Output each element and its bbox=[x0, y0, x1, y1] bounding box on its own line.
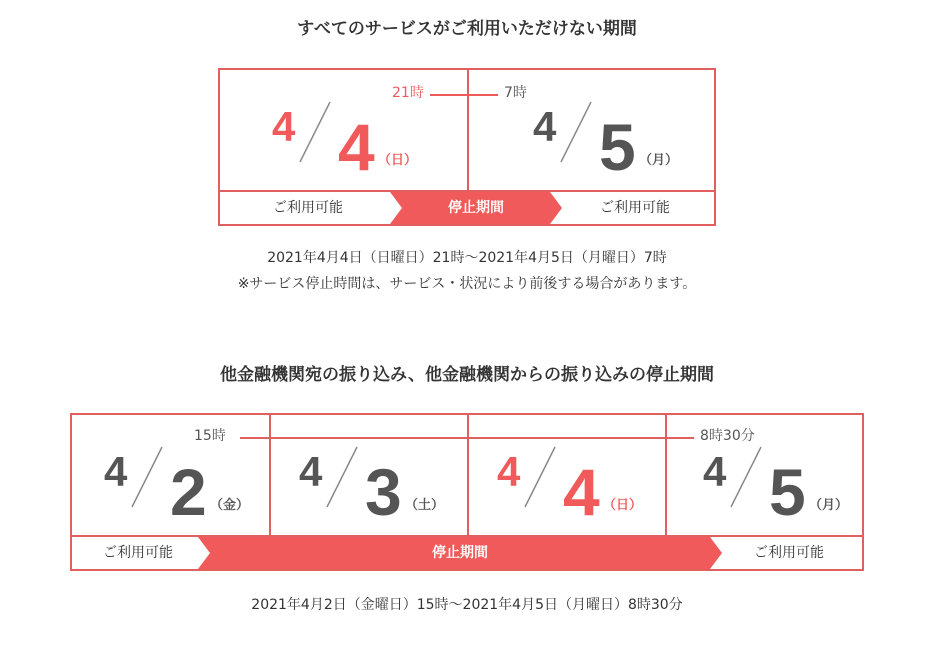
date-slash bbox=[325, 445, 359, 509]
section2-date-cell-3 bbox=[469, 415, 665, 537]
available-left-label: ご利用可能 bbox=[273, 200, 343, 216]
date-weekday: （日） bbox=[378, 153, 418, 168]
section2-period-text: 2021年4月2日（金曜日）15時～2021年4月5日（月曜日）8時30分 bbox=[251, 597, 683, 613]
date-slash bbox=[729, 445, 763, 509]
section2-date-cell-1 bbox=[72, 415, 269, 537]
section2-date-cell-4 bbox=[667, 415, 862, 537]
section1-note: ※サービス停止時間は、サービス・状況により前後する場合があります。 bbox=[237, 276, 697, 292]
date-month: 4 bbox=[272, 103, 296, 150]
date-weekday: （金） bbox=[210, 498, 250, 513]
date-slash bbox=[298, 100, 332, 164]
available-right-label: ご利用可能 bbox=[754, 545, 824, 561]
date-day: 4 bbox=[338, 110, 375, 184]
date-day: 3 bbox=[365, 455, 402, 529]
available-right-label: ご利用可能 bbox=[600, 200, 670, 216]
section1-status-bar bbox=[220, 190, 714, 224]
section2-time-end: 8時30分 bbox=[694, 428, 761, 444]
section2-title: 他金融機関宛の振り込み、他金融機関からの振り込みの停止期間 bbox=[219, 365, 715, 385]
date-weekday: （月） bbox=[809, 498, 849, 513]
date-weekday: （土） bbox=[405, 498, 445, 513]
date-day: 2 bbox=[170, 455, 207, 529]
section2-date-cell-2 bbox=[271, 415, 467, 537]
date-month: 4 bbox=[703, 448, 727, 495]
date-slash bbox=[130, 445, 164, 509]
section1-time-start: 21時 bbox=[386, 85, 430, 101]
available-left-label: ご利用可能 bbox=[103, 545, 173, 561]
section1-date-cell-2 bbox=[469, 70, 716, 192]
section1-time-end: 7時 bbox=[498, 85, 533, 101]
section1-calendar bbox=[218, 68, 716, 226]
date-slash bbox=[559, 100, 593, 164]
section2-status-bar bbox=[72, 535, 862, 569]
section2-time-start: 15時 bbox=[188, 428, 232, 444]
date-weekday: （月） bbox=[639, 153, 679, 168]
date-month: 4 bbox=[299, 448, 323, 495]
date-day: 4 bbox=[563, 455, 600, 529]
date-slash bbox=[523, 445, 557, 509]
section2-calendar bbox=[70, 413, 864, 571]
section1-title: すべてのサービスがご利用いただけない期間 bbox=[297, 19, 637, 39]
date-day: 5 bbox=[599, 110, 636, 184]
date-month: 4 bbox=[533, 103, 557, 150]
date-month: 4 bbox=[497, 448, 521, 495]
date-weekday: （日） bbox=[603, 498, 643, 513]
section1-period-text: 2021年4月4日（日曜日）21時～2021年4月5日（月曜日）7時 bbox=[267, 250, 667, 266]
date-month: 4 bbox=[104, 448, 128, 495]
date-day: 5 bbox=[769, 455, 806, 529]
stop-period-label: 停止期間 bbox=[448, 200, 504, 216]
stop-period-label: 停止期間 bbox=[432, 545, 488, 561]
section1-date-cell-1 bbox=[220, 70, 467, 192]
